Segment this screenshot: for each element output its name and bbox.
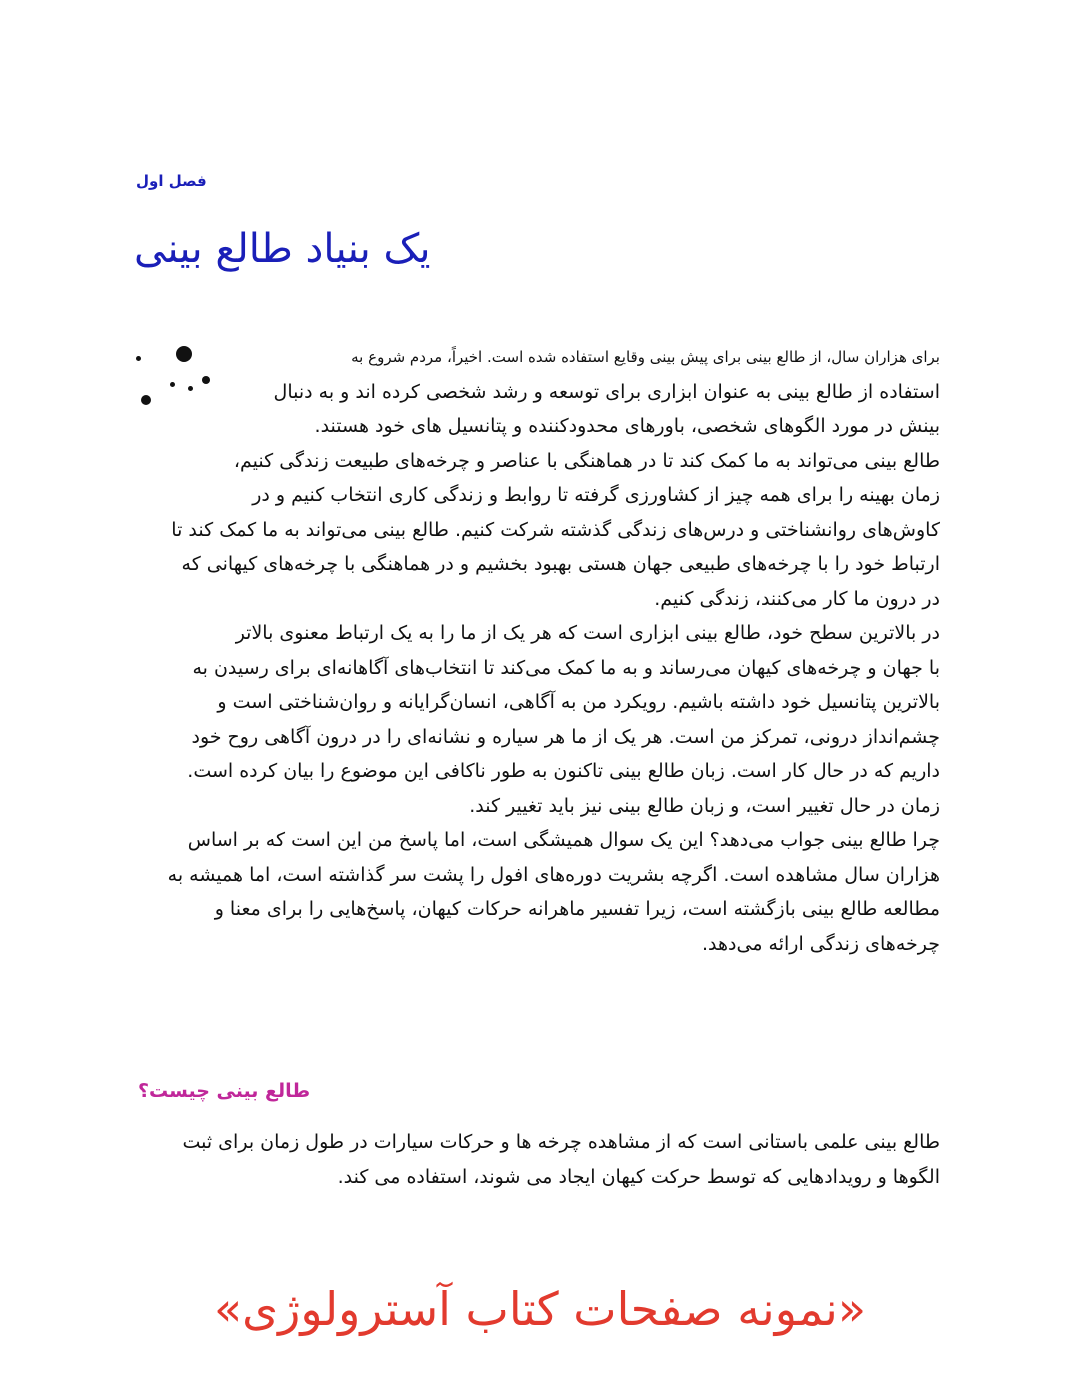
- text-line: چرا طالع بینی جواب می‌دهد؟ این یک سوال همیشگی است، اما پاسخ من این است که بر اساس: [187, 829, 940, 851]
- text-line: در درون ما کار می‌کنند، زندگی کنیم.: [654, 587, 940, 610]
- text-line: در بالاترین سطح خود، طالع بینی ابزاری است که هر یک از ما را به یک ارتباط معنوی بالاتر: [235, 622, 940, 644]
- text-line: بالاترین پتانسیل خود داشته باشیم. رویکرد من به آگاهی، انسان‌گرایانه و روان‌شناختی است و: [217, 691, 940, 713]
- text-line: چشم‌انداز درونی، تمرکز من است. هر یک از ما هر سیاره و نشانه‌ای را در درون آگاهی روح خود: [191, 725, 940, 748]
- text-line: استفاده از طالع بینی به عنوان ابزاری برای توسعه و رشد شخصی کرده اند و به دنبال: [273, 380, 940, 403]
- text-line: بینش در مورد الگوهای شخصی، باورهای محدودکننده و پتانسیل های خود هستند.: [314, 415, 940, 437]
- text-line: زمان بهینه را برای همه چیز از کشاورزی گرفته تا روابط و زندگی کاری انتخاب کنیم و در: [252, 484, 940, 506]
- intro-paragraph: [128, 340, 940, 961]
- text-line: مطالعه طالع بینی بازگشته است، زیرا تفسیر ماهرانه حرکات کیهان، پاسخ‌هایی را برای معنا و: [214, 898, 940, 920]
- section-heading: طالع بینی چیست؟: [138, 1080, 311, 1102]
- text-line: زمان در حال تغییر است، و زبان طالع بینی نیز باید تغییر کند.: [469, 794, 940, 817]
- text-line: الگوها و رویدادهایی که توسط حرکت کیهان ایجاد می شوند، استفاده می کند.: [337, 1165, 940, 1188]
- footer-caption: «نمونه صفحات کتاب آسترولوژی»: [213, 1282, 867, 1336]
- text-line: طالع بینی می‌تواند به ما کمک کند تا در هماهنگی با عناصر و چرخه‌های طبیعت زندگی کنیم،: [233, 449, 940, 472]
- text-line: طالع بینی علمی باستانی است که از مشاهده چرخه ها و حرکات سیارات در طول زمان برای ثبت: [182, 1131, 940, 1153]
- text-line: برای هزاران سال، از طالع بینی برای پیش بینی وقایع استفاده شده است. اخیراً، مردم شروع به: [351, 348, 940, 366]
- text-line: چرخه‌های زندگی ارائه می‌دهد.: [702, 932, 940, 955]
- text-line: داریم که در حال کار است. زبان طالع بینی تاکنون به طور ناکافی این موضوع را بیان کرده است.: [187, 760, 940, 782]
- text-line: هزاران سال مشاهده است. اگرچه بشریت دوره‌های افول را پشت سر گذاشته است، اما همیشه به: [167, 863, 940, 886]
- chapter-title: یک بنیاد طالع بینی: [134, 226, 431, 272]
- text-line: با جهان و چرخه‌های کیهان می‌رساند و به ما کمک می‌کند تا انتخاب‌های آگاهانه‌ای برای رسیدن به: [192, 656, 940, 679]
- text-line: کاوش‌های روانشناختی و درس‌های زندگی گذشته شرکت کنیم. طالع بینی می‌تواند به ما کمک کند تا: [171, 518, 940, 541]
- section-paragraph: [128, 1125, 940, 1194]
- text-line: ارتباط خود را با چرخه‌های طبیعی جهان هستی بهبود بخشیم و در هماهنگی با چرخه‌های کیهانی که: [181, 553, 940, 575]
- chapter-label: فصل اول: [136, 172, 207, 190]
